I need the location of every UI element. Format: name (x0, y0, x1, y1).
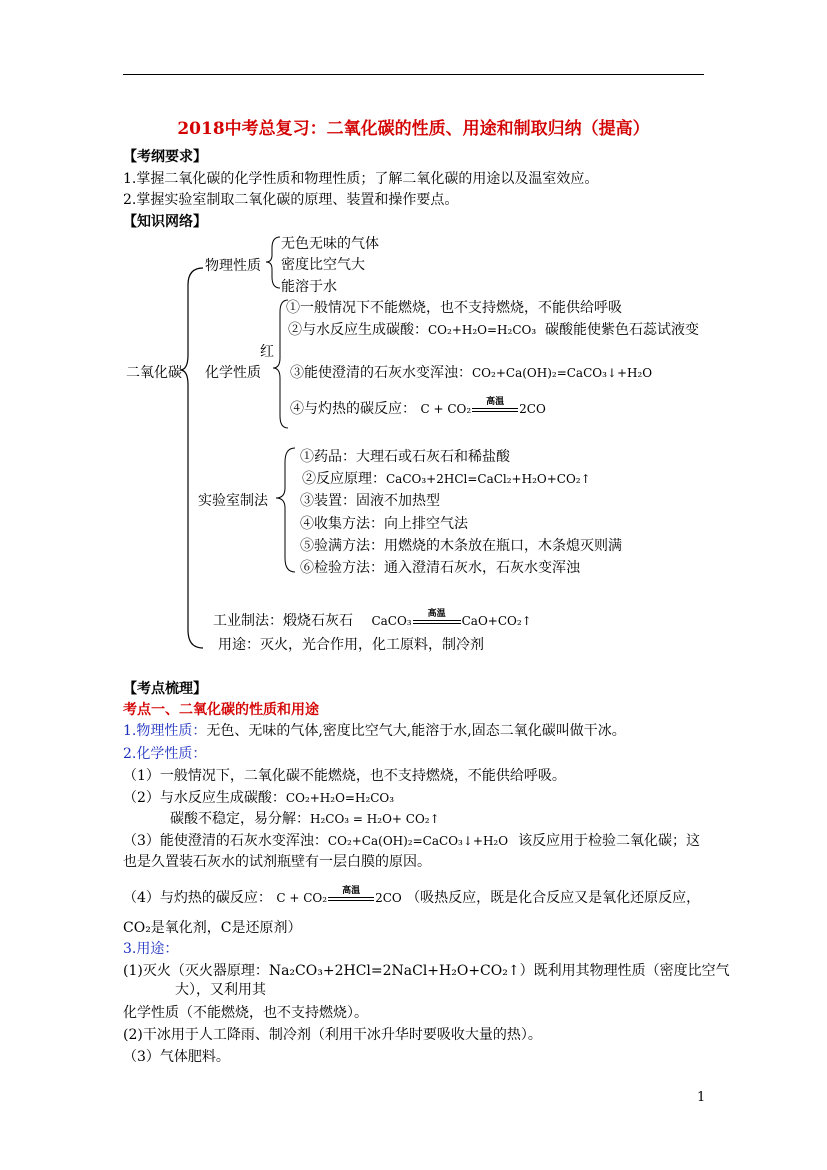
physical-properties-label: 1.物理性质： (123, 723, 207, 739)
lab-item-6: ⑥检验方法：通入澄清石灰水，石灰水变浑浊 (300, 560, 580, 576)
outline-item-2: 2.掌握实验室制取二氧化碳的原理、装置和操作要点。 (123, 192, 459, 208)
section-points-heading: 【考点梳理】 (123, 681, 207, 697)
lab-item-5: ⑤验满方法：用燃烧的木条放在瓶口，木条熄灭则满 (300, 538, 622, 554)
uses-label: 3.用途： (123, 941, 179, 957)
chem-property-2: （2）与水反应生成碳酸：CO₂+H₂O=H₂CO₃ (123, 790, 395, 806)
phys-item-2: 密度比空气大 (281, 257, 365, 273)
outline-item-1: 1.掌握二氧化碳的化学性质和物理性质；了解二氧化碳的用途以及温室效应。 (123, 171, 599, 187)
page-title: 2018中考总复习：二氧化碳的性质、用途和制取归纳（提高） (177, 119, 650, 139)
physical-properties: 1.物理性质：无色、无味的气体,密度比空气大,能溶于水,固态二氧化碳叫做干冰。 (123, 723, 626, 739)
high-temp-condition: 高温 (413, 614, 461, 628)
section-outline-heading: 【考纲要求】 (123, 149, 207, 165)
page-number: 1 (697, 1090, 706, 1105)
use-1c: 化学性质（不能燃烧，也不支持燃烧）。 (123, 1005, 368, 1021)
high-temp-condition: 高温 (328, 891, 374, 905)
lab-item-4: ④收集方法：向上排空气法 (300, 516, 468, 532)
chem-item-1: ①一般情况下不能燃烧，也不支持燃烧，不能供给呼吸 (286, 300, 622, 316)
lab-item-1: ①药品：大理石或石灰石和稀盐酸 (300, 449, 510, 465)
high-temp-condition: 高温 (472, 402, 518, 416)
network-uses: 用途：灭火，光合作用，化工原料，制冷剂 (218, 637, 484, 653)
phys-item-3: 能溶于水 (281, 279, 337, 295)
chem-item-3: ③能使澄清的石灰水变浑浊：CO₂+Ca(OH)₂=CaCO₃↓+H₂O (290, 365, 653, 381)
use-1a: (1)灭火（灭火器原理：Na₂CO₃+2HCl=2NaCl+H₂O+CO₂↑）既利用其物理性质（密度比空气 (123, 963, 730, 979)
point-1-title: 考点一、二氧化碳的性质和用途 (123, 702, 319, 718)
chem-item-3-equation: CO₂+Ca(OH)₂=CaCO₃↓+H₂O (472, 366, 653, 380)
network-lab: 实验室制法 (198, 493, 268, 509)
chem-item-2-red: 红 (260, 344, 274, 360)
section-network-heading: 【知识网络】 (123, 214, 207, 230)
chem-property-3-cont: 也是久置装石灰水的试剂瓶壁有一层白膜的原因。 (123, 854, 431, 870)
use-2: (2)干冰用于人工降雨、制冷剂（利用干冰升华时要吸收大量的热）。 (123, 1027, 542, 1043)
network-root: 二氧化碳 (126, 365, 182, 381)
chem-property-4-cont: CO₂是氧化剂，C是还原剂） (123, 920, 302, 936)
phys-item-1: 无色无味的气体 (281, 236, 379, 252)
chem-item-2-note: 碳酸能使紫色石蕊试液变 (545, 322, 699, 338)
chem-item-2-equation: CO₂+H₂O=H₂CO₃ (428, 323, 537, 337)
lab-item-3: ③装置：固液不加热型 (300, 493, 440, 509)
use-3: （3）气体肥料。 (123, 1049, 230, 1065)
lab-item-2-equation: CaCO₃+2HCl=CaCl₂+H₂O+CO₂↑ (386, 472, 591, 486)
use-1b: 大），又利用其 (175, 982, 266, 998)
chemical-properties-label: 2.化学性质： (123, 746, 207, 762)
network-chemical: 化学性质 (205, 365, 261, 381)
chem-property-4: （4）与灼热的碳反应： C + CO₂ 高温 2CO （吸热反应，既是化合反应又是氧化还原反应， (123, 886, 701, 906)
chem-property-1: （1）一般情况下，二氧化碳不能燃烧，也不支持燃烧，不能供给呼吸。 (123, 768, 566, 784)
network-physical: 物理性质 (205, 258, 261, 274)
lab-item-2: ②反应原理：CaCO₃+2HCl=CaCl₂+H₂O+CO₂↑ (302, 471, 591, 487)
chem-item-4: ④与灼热的碳反应： C + CO₂ 高温 2CO (290, 397, 546, 417)
chem-property-3: （3）能使澄清的石灰水变浑浊：CO₂+Ca(OH)₂=CaCO₃↓+H₂O 该反应用于检验二氧化碳；这 (123, 833, 701, 849)
chem-property-2b: 碳酸不稳定，易分解：H₂CO₃ = H₂O+ CO₂↑ (170, 811, 440, 827)
chem-item-2: ②与水反应生成碳酸：CO₂+H₂O=H₂CO₃ (288, 322, 537, 338)
industry-method: 工业制法：煅烧石灰石 CaCO₃ 高温 CaO+CO₂↑ (213, 609, 532, 629)
